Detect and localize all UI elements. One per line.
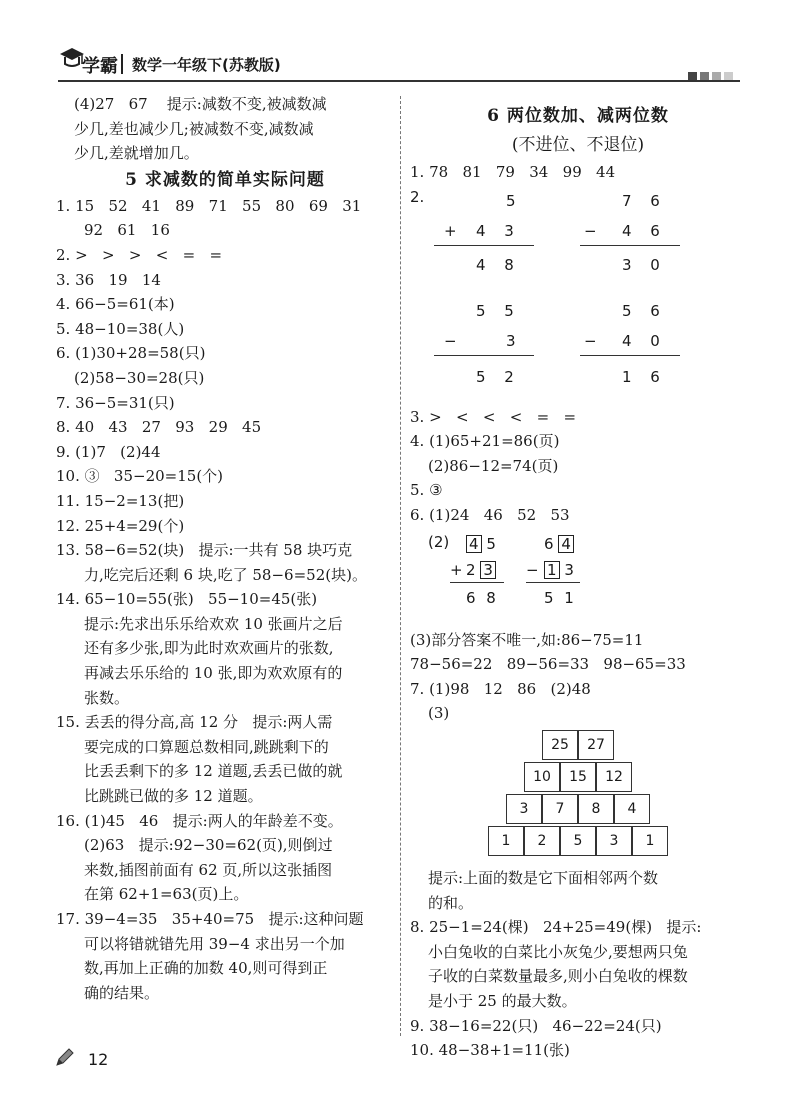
- pyramid-cell: 12: [596, 762, 632, 792]
- calc-result: 1 6: [622, 367, 660, 386]
- calc-bar: [580, 245, 680, 246]
- header-squares: [688, 66, 736, 85]
- answer-line: 1. 15 52 41 89 71 55 80 69 31: [56, 196, 362, 215]
- header-rule: [58, 80, 740, 82]
- answer-box: 4: [558, 535, 574, 553]
- answer-line: 11. 15−2=13(把): [56, 491, 185, 510]
- answer-line: 4. 66−5=61(本): [56, 295, 175, 314]
- calc-result: 4 8: [476, 255, 514, 274]
- answer-line: 14. 65−10=55(张) 55−10=45(张): [56, 590, 318, 609]
- calc-bar: [434, 355, 534, 356]
- calc-middle: 4 3: [476, 221, 514, 240]
- right-column: [410, 92, 746, 1063]
- answer-line: 提示:上面的数是它下面相邻两个数: [428, 868, 659, 887]
- left-column: [56, 92, 394, 1005]
- pyramid-cell: 8: [578, 794, 614, 824]
- pyramid-cell: 7: [542, 794, 578, 824]
- answer-line: 15. 丢丢的得分高,高 12 分 提示:两人需: [56, 713, 333, 732]
- pyramid-cell: 3: [596, 826, 632, 856]
- section-subtitle-6: (不进位、不退位): [511, 135, 645, 155]
- pyramid-cell: 1: [632, 826, 668, 856]
- answer-box: 4: [466, 535, 482, 553]
- fill-box-row: [466, 558, 496, 583]
- answer-line: 5. ③: [410, 481, 443, 500]
- fill-in-box-calculations: [410, 528, 746, 628]
- calc-middle: 3: [506, 331, 516, 350]
- answer-line: 16. (1)45 46 提示:两人的年龄差不变。: [56, 811, 343, 830]
- answer-line: 4. (1)65+21=86(页): [410, 432, 560, 451]
- vertical-calculations: [410, 185, 746, 405]
- logo-divider: [121, 54, 123, 74]
- answer-line: 小白兔收的白菜比小灰兔少,要想两只兔: [428, 942, 688, 961]
- answer-line: 10. 48−38+1=11(张): [410, 1041, 570, 1060]
- fill-box-row: [544, 532, 574, 557]
- page-number: 12: [88, 1050, 109, 1069]
- calc-middle: 4 6: [622, 221, 660, 240]
- answer-line: 子收的白菜数量最多,则小白兔收的棵数: [428, 967, 688, 986]
- calc-operator: −: [584, 331, 597, 350]
- answer-line: 5. 48−10=38(人): [56, 319, 185, 338]
- calc-operator: −: [444, 331, 457, 350]
- answer-line: 10. ③ 35−20=15(个): [56, 467, 224, 486]
- calc-operator: +: [450, 560, 463, 579]
- calc-top: 5: [506, 191, 516, 210]
- answer-line: 12. 25+4=29(个): [56, 516, 185, 535]
- answer-line: 13. 58−6=52(块) 提示:一共有 58 块巧克: [56, 541, 353, 560]
- fill-box-row: [544, 558, 574, 583]
- answer-line: 数,再加上正确的加数 40,则可得到正: [84, 959, 328, 978]
- pyramid-cell: 1: [488, 826, 524, 856]
- calc-middle: 4 0: [622, 331, 660, 350]
- digit: 6: [544, 534, 554, 553]
- answer-line: 可以将错就错先用 39−4 求出另一个加: [84, 934, 345, 953]
- answer-box: 1: [544, 561, 560, 579]
- answer-line: 比丢丢剩下的多 12 道题,丢丢已做的就: [84, 762, 343, 781]
- answer-line: 9. 38−16=22(只) 46−22=24(只): [410, 1016, 662, 1035]
- answer-line: 92 61 16: [84, 221, 170, 240]
- answer-line: 2. > > > < = =: [56, 245, 223, 264]
- answer-line: 要完成的口算题总数相同,跳跳剩下的: [84, 737, 329, 756]
- answer-line: 17. 39−4=35 35+40=75 提示:这种问题: [56, 910, 364, 928]
- answer-line: 再减去乐乐给的 10 张,即为欢欢原有的: [84, 664, 343, 683]
- calc-operator: −: [526, 560, 539, 579]
- answer-line: 6. (1)24 46 52 53: [410, 505, 570, 524]
- number-pyramid: [410, 726, 746, 866]
- column-divider: [400, 96, 401, 1036]
- calc-bar: [526, 582, 580, 583]
- answer-line: 提示:先求出乐乐给欢欢 10 张画片之后: [84, 614, 343, 633]
- answer-line: 确的结果。: [84, 983, 160, 1002]
- digit: 3: [564, 560, 574, 579]
- answer-line: 的和。: [428, 893, 474, 912]
- answer-line: 78−56=22 89−56=33 98−65=33: [410, 655, 686, 674]
- calc-result: 3 0: [622, 255, 660, 274]
- calc-result: 6 8: [466, 588, 496, 607]
- answer-line: (3): [428, 704, 450, 723]
- pyramid-cell: 5: [560, 826, 596, 856]
- answer-line: (2)58−30=28(只): [74, 368, 205, 387]
- calc-top: 5 6: [622, 301, 660, 320]
- answer-box: 3: [480, 561, 496, 579]
- calc-operator: +: [444, 221, 457, 240]
- section-title-5: 5 求减数的简单实际问题: [125, 169, 325, 190]
- answer-line: 还有多少张,即为此时欢欢画片的张数,: [84, 639, 334, 658]
- calc-bar: [580, 355, 680, 356]
- intro-line: (4)27 67 提示:减数不变,被减数减: [74, 95, 327, 113]
- pencil-icon: [54, 1046, 76, 1068]
- digit: 2: [466, 560, 476, 579]
- calc-result: 5 2: [476, 367, 514, 386]
- pyramid-cell: 27: [578, 730, 614, 760]
- pyramid-cell: 10: [524, 762, 560, 792]
- answer-line: 8. 40 43 27 93 29 45: [56, 418, 262, 437]
- item-label: (2): [428, 532, 450, 551]
- digit: 5: [486, 534, 496, 553]
- answer-line: 7. 36−5=31(只): [56, 393, 175, 412]
- fill-box-row: [466, 532, 496, 557]
- answer-line: 9. (1)7 (2)44: [56, 442, 161, 461]
- graduation-cap-icon: [58, 42, 84, 78]
- calc-operator: −: [584, 221, 597, 240]
- answer-line: 来数,插图前面有 62 页,所以这张插图: [84, 860, 333, 879]
- answer-line: 6. (1)30+28=58(只): [56, 344, 206, 363]
- book-title: 数学一年级下(苏教版): [132, 56, 281, 74]
- pyramid-cell: 25: [542, 730, 578, 760]
- answer-line: 力,吃完后还剩 6 块,吃了 58−6=52(块)。: [84, 565, 367, 584]
- answer-line: (2)63 提示:92−30=62(页),则倒过: [84, 836, 333, 855]
- intro-line: 少几,差就增加几。: [74, 144, 199, 163]
- answer-line: 在第 62+1=63(页)上。: [84, 885, 249, 904]
- calc-bar: [450, 582, 504, 583]
- answer-line: (3)部分答案不唯一,如:86−75=11: [410, 630, 644, 649]
- answer-line: 8. 25−1=24(棵) 24+25=49(棵) 提示:: [410, 918, 702, 937]
- calc-top: 7 6: [622, 191, 660, 210]
- calc-bar: [434, 245, 534, 246]
- item-label: 2.: [410, 187, 425, 206]
- answer-line: 比跳跳已做的多 12 道题。: [84, 787, 263, 806]
- pyramid-cell: 4: [614, 794, 650, 824]
- pyramid-cell: 3: [506, 794, 542, 824]
- section-title-6: 6 两位数加、减两位数: [487, 106, 669, 126]
- pyramid-cell: 15: [560, 762, 596, 792]
- pyramid-cell: 2: [524, 826, 560, 856]
- answer-line: 3. > < < < = =: [410, 407, 577, 426]
- answer-line: 3. 36 19 14: [56, 270, 161, 289]
- calc-result: 5 1: [544, 588, 574, 607]
- intro-line: 少几,差也减少几;被减数不变,减数减: [74, 119, 314, 138]
- answer-line: 张数。: [84, 688, 130, 707]
- answer-line: 1. 78 81 79 34 99 44: [410, 163, 616, 181]
- answer-line: 7. (1)98 12 86 (2)48: [410, 679, 591, 698]
- page-header: [0, 0, 800, 92]
- answer-line: (2)86−12=74(页): [428, 456, 559, 475]
- calc-top: 5 5: [476, 301, 514, 320]
- logo-text: 学霸: [82, 56, 118, 77]
- answer-line: 是小于 25 的最大数。: [428, 991, 577, 1010]
